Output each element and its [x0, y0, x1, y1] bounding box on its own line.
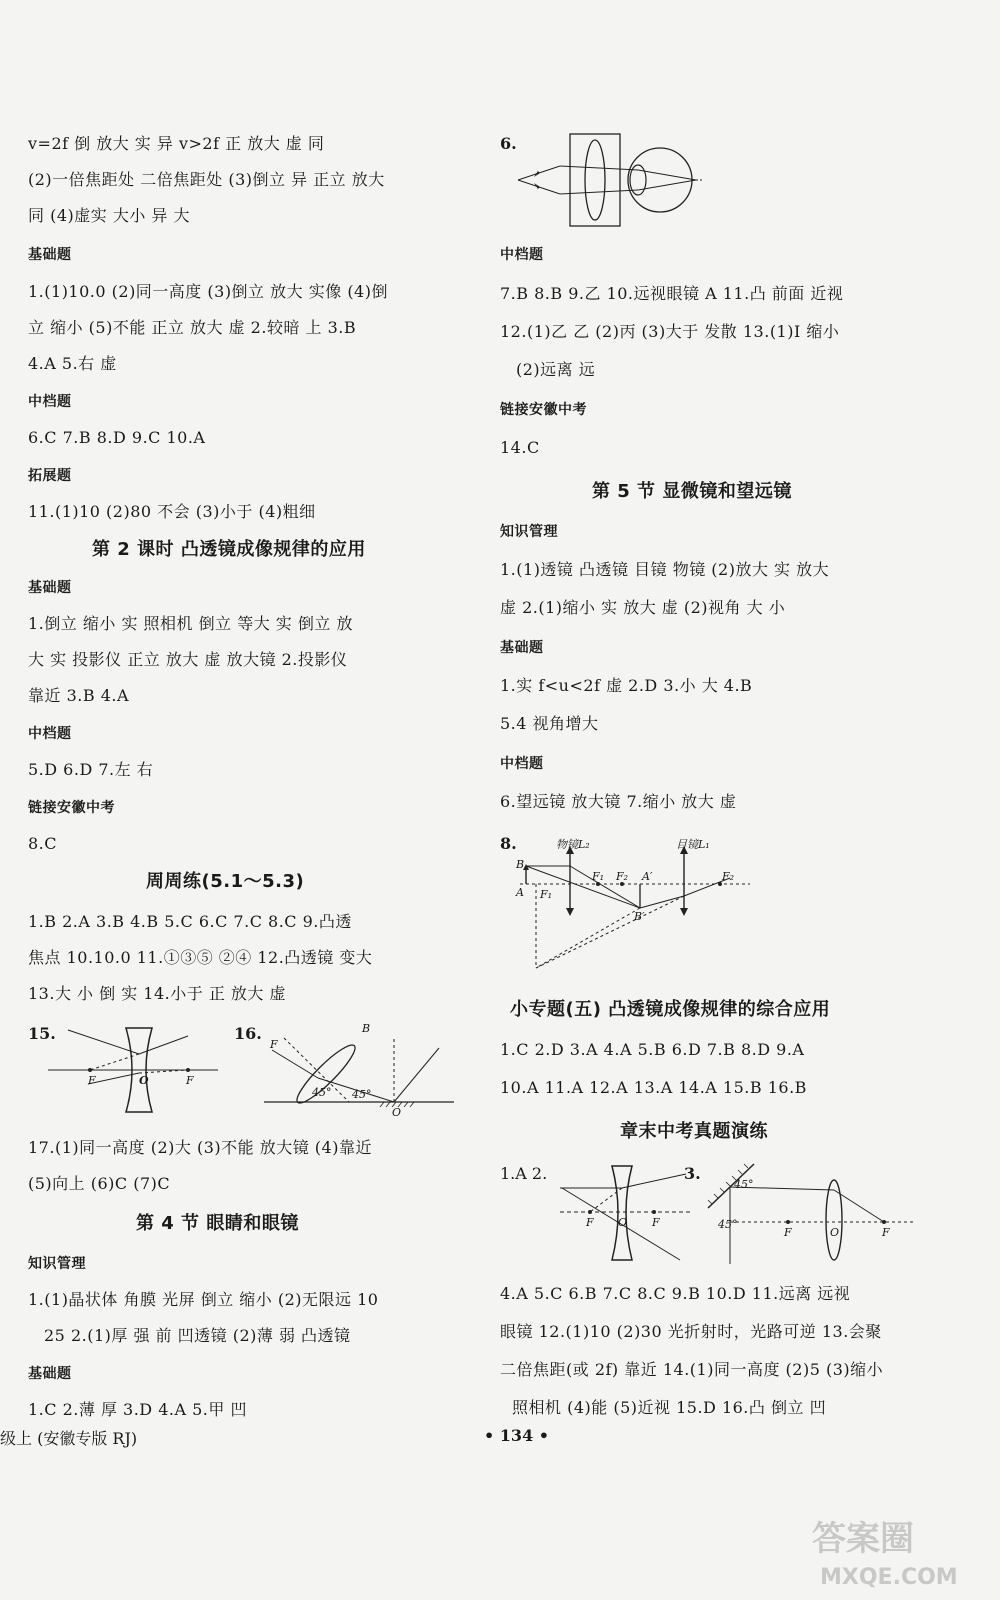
figure-number: 16. [234, 1024, 262, 1043]
section-label: 中档题 [28, 394, 72, 410]
watermark-logo [806, 1512, 976, 1592]
answer-line: (5)向上 (6)C (7)C [28, 1174, 171, 1193]
answer-line: 13.大 小 倒 实 14.小于 正 放大 虚 [28, 984, 286, 1003]
section-heading: 章末中考真题演练 [620, 1121, 768, 1142]
answer-line: 10.A 11.A 12.A 13.A 14.A 15.B 16.B [500, 1078, 807, 1097]
figure-q6-eye [500, 130, 720, 230]
page-number: • 134 • [484, 1426, 549, 1445]
answer-line: 17.(1)同一高度 (2)大 (3)不能 放大镜 (4)靠近 [28, 1138, 372, 1157]
figure-number: 15. [28, 1024, 56, 1043]
answer-line: 6.望远镜 放大镜 7.缩小 放大 虚 [500, 792, 737, 811]
section-label: 知识管理 [28, 1256, 86, 1272]
point-label: B [362, 1022, 371, 1035]
figure-number: 1.A 2. [500, 1164, 548, 1183]
answer-line: 1.倒立 缩小 实 照相机 倒立 等大 实 倒立 放 [28, 614, 353, 633]
answer-line: 1.(1)透镜 凸透镜 目镜 物镜 (2)放大 实 放大 [500, 560, 830, 579]
section-label: 拓展题 [28, 468, 72, 484]
figure-q15-concave-lens [28, 1018, 228, 1118]
section-label: 基础题 [28, 580, 72, 596]
point-label: A [516, 886, 524, 899]
answer-line: v=2f 倒 放大 实 异 v>2f 正 放大 虚 同 [28, 134, 325, 153]
answer-line: 4.A 5.右 虚 [28, 354, 117, 373]
optical-center-label: O [830, 1226, 840, 1239]
focus-label: F [88, 1074, 96, 1087]
answer-line: 5.D 6.D 7.左 右 [28, 760, 154, 779]
answer-line: 大 实 投影仪 正立 放大 虚 放大镜 2.投影仪 [28, 650, 348, 669]
section-label: 基础题 [500, 640, 544, 656]
optical-center-label: O [618, 1216, 628, 1229]
focus-label: F₁ [540, 888, 553, 901]
mirror-lens-diagram [684, 1160, 924, 1270]
answer-line: 立 缩小 (5)不能 正立 放大 虚 2.较暗 上 3.B [28, 318, 357, 337]
section-heading: 第 5 节 显微镜和望远镜 [592, 481, 792, 502]
section-label: 知识管理 [500, 524, 558, 540]
focus-label: F [784, 1226, 792, 1239]
answer-line: 1.(1)晶状体 角膜 光屏 倒立 缩小 (2)无限远 10 [28, 1290, 379, 1309]
figure-number: 8. [500, 834, 517, 853]
answer-line: 1.(1)10.0 (2)同一高度 (3)倒立 放大 实像 (4)倒 [28, 282, 388, 301]
objective-label: 物镜L₂ [556, 838, 590, 851]
answer-line: 二倍焦距(或 2f) 靠近 14.(1)同一高度 (2)5 (3)缩小 [500, 1360, 884, 1379]
point-label: B [516, 858, 525, 871]
image-label: B′ [634, 910, 645, 923]
answer-line: 11.(1)10 (2)80 不会 (3)小于 (4)粗细 [28, 502, 316, 521]
answer-line: 7.B 8.B 9.乙 10.远视眼镜 A 11.凸 前面 近视 [500, 284, 844, 303]
eyepiece-label: 目镜L₁ [676, 838, 710, 851]
focus-label: F [882, 1226, 890, 1239]
figure-chapter-q3-mirror-lens [684, 1160, 924, 1270]
answer-line: 1.C 2.薄 厚 3.D 4.A 5.甲 凹 [28, 1400, 247, 1419]
answer-line: 8.C [28, 834, 58, 853]
section-label: 基础题 [28, 1366, 72, 1382]
answer-line: 虚 2.(1)缩小 实 放大 虚 (2)视角 大 小 [500, 598, 786, 617]
answer-line: 14.C [500, 438, 540, 457]
answer-line: 1.C 2.D 3.A 4.A 5.B 6.D 7.B 8.D 9.A [500, 1040, 805, 1059]
answer-line: 25 2.(1)厚 强 前 凹透镜 (2)薄 弱 凸透镜 [44, 1326, 351, 1345]
section-label: 链接安徽中考 [500, 402, 587, 418]
section-label: 中档题 [500, 756, 544, 772]
footer-book-info: 级上 (安徽专版 RJ) [0, 1429, 138, 1448]
answer-line: 1.实 f<u<2f 虚 2.D 3.小 大 4.B [500, 676, 753, 695]
angle-label: 45° [312, 1086, 332, 1099]
answer-line: 12.(1)乙 乙 (2)丙 (3)大于 发散 13.(1)Ⅰ 缩小 [500, 322, 840, 341]
focus-label: F₁ [592, 870, 605, 883]
angle-label: 45° [352, 1088, 372, 1101]
answer-line: 1.B 2.A 3.B 4.B 5.C 6.C 7.C 8.C 9.凸透 [28, 912, 352, 931]
angle-label: 45° [718, 1218, 738, 1231]
figure-number: 6. [500, 134, 517, 153]
concave-lens-diagram [28, 1018, 228, 1118]
figure-q16-reflection [234, 1018, 464, 1118]
angle-label: 45° [734, 1178, 754, 1191]
answer-line: 同 (4)虚实 大小 异 大 [28, 206, 191, 225]
answer-line: 眼镜 12.(1)10 (2)30 光折射时，光路可逆 13.会聚 [500, 1322, 882, 1341]
section-label: 中档题 [28, 726, 72, 742]
figure-chapter-q2-concave-lens [500, 1160, 700, 1270]
answer-line: 焦点 10.10.0 11.①③⑤ ②④ 12.凸透镜 变大 [28, 948, 373, 967]
section-heading: 第 2 课时 凸透镜成像规律的应用 [92, 539, 366, 560]
focus-label: F₂ [722, 870, 735, 883]
section-heading: 小专题(五) 凸透镜成像规律的综合应用 [510, 999, 831, 1020]
image-label: A′ [642, 870, 653, 883]
optical-center-label: O [139, 1074, 149, 1087]
focus-label: F [652, 1216, 660, 1229]
section-label: 中档题 [500, 247, 544, 263]
section-heading: 第 4 节 眼睛和眼镜 [136, 1213, 299, 1234]
eye-diagram [500, 130, 720, 230]
reflection-diagram [234, 1018, 464, 1118]
watermark-site: MXQE.COM [820, 1565, 958, 1590]
answer-line: 照相机 (4)能 (5)近视 15.D 16.凸 倒立 凹 [512, 1398, 827, 1417]
figure-q8-microscope [500, 826, 770, 976]
watermark-text: 答案圈 [812, 1519, 914, 1559]
section-label: 链接安徽中考 [28, 800, 115, 816]
focus-label: F [186, 1074, 194, 1087]
answer-line: (2)远离 远 [516, 360, 596, 379]
section-heading: 周周练(5.1～5.3) [146, 871, 305, 892]
figure-number: 3. [684, 1164, 701, 1183]
microscope-diagram [500, 826, 770, 976]
focus-label: F [586, 1216, 594, 1229]
section-label: 基础题 [28, 247, 72, 263]
answer-line: 靠近 3.B 4.A [28, 686, 130, 705]
focus-label: F₂ [616, 870, 629, 883]
answer-line: 4.A 5.C 6.B 7.C 8.C 9.B 10.D 11.远离 远视 [500, 1284, 851, 1303]
answer-line: 6.C 7.B 8.D 9.C 10.A [28, 428, 206, 447]
answer-line: 5.4 视角增大 [500, 714, 599, 733]
point-label: O [392, 1106, 402, 1119]
focus-label: F [270, 1038, 278, 1051]
answer-line: (2)一倍焦距处 二倍焦距处 (3)倒立 异 正立 放大 [28, 170, 385, 189]
